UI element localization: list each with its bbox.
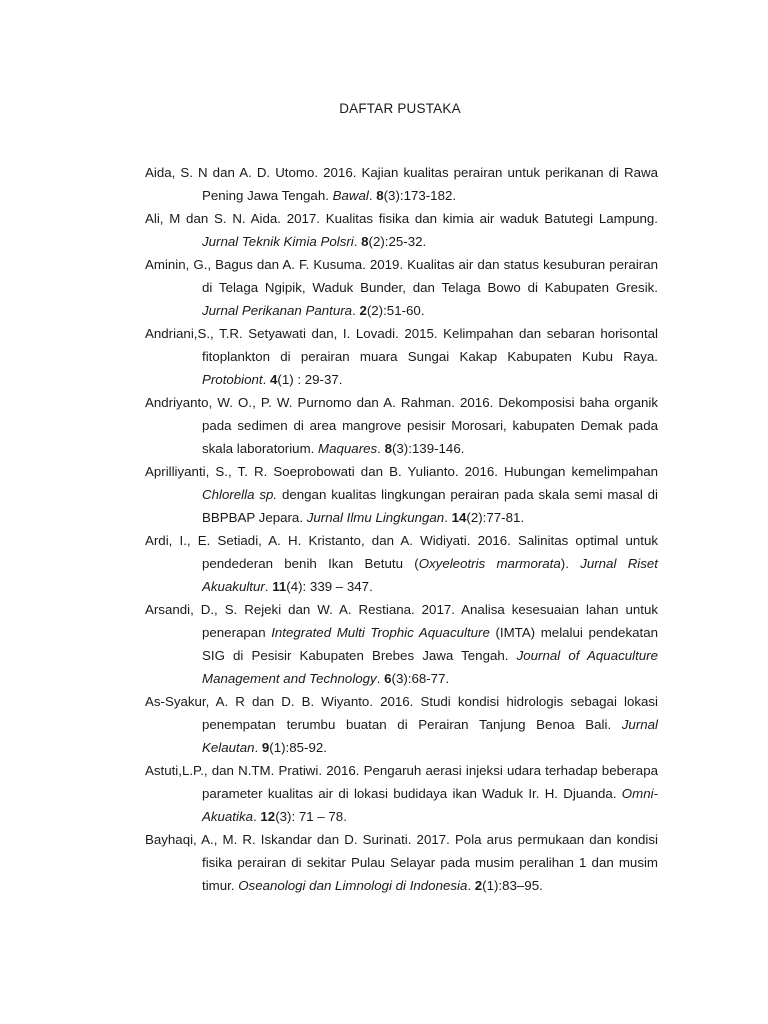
reference-text: Aminin, G., Bagus dan A. F. Kusuma. 2019. Kualitas air dan status kesuburan perairan di Telaga Ngipik, Waduk Bunder, dan Telaga Bowo di Kabupaten Gresik. <box>145 257 658 295</box>
reference-journal: Maquares <box>318 441 378 456</box>
reference-issue-pages: (4): 339 – 347. <box>286 579 373 594</box>
reference-entry <box>145 759 658 828</box>
reference-separator: . <box>377 441 385 456</box>
reference-text: ). <box>560 556 581 571</box>
reference-volume: 14 <box>451 510 467 525</box>
reference-issue-pages: (3): 71 – 78. <box>275 809 347 824</box>
reference-text: Ali, M dan S. N. Aida. 2017. Kualitas fisika dan kimia air waduk Batutegi Lampung. <box>145 211 658 226</box>
reference-list <box>145 161 658 897</box>
reference-journal: Jurnal Teknik Kimia Polsri <box>202 234 354 249</box>
reference-entry <box>145 322 658 391</box>
reference-journal: Bawal <box>332 188 369 203</box>
reference-issue-pages: (2):51-60. <box>366 303 425 318</box>
reference-volume: 8 <box>384 441 392 456</box>
reference-separator: . <box>368 188 377 203</box>
reference-separator: . <box>352 303 360 318</box>
reference-text: Arsandi, D., S. Rejeki dan W. A. Restiana. 2017. Analisa kesesuaian lahan untuk penerapan <box>145 602 658 640</box>
reference-entry <box>145 391 658 460</box>
reference-text: Astuti,L.P., dan N.TM. Pratiwi. 2016. Pengaruh aerasi injeksi udara terhadap beberapa parameter kualitas air di lokasi budidaya ikan Waduk Ir. H. Djuanda. <box>145 763 658 801</box>
reference-journal: Jurnal Riset Akuakultur <box>202 556 658 594</box>
reference-text: (IMTA) melalui pendekatan SIG di Pesisir Kabupaten Brebes Jawa Tengah. <box>202 625 658 663</box>
reference-issue-pages: (1) : 29-37. <box>277 372 343 387</box>
reference-text: Ardi, I., E. Setiadi, A. H. Kristanto, dan A. Widiyati. 2016. Salinitas optimal untuk pendederan benih Ikan Betutu ( <box>145 533 658 571</box>
reference-separator: . <box>467 878 475 893</box>
reference-volume: 8 <box>376 188 384 203</box>
reference-separator: . <box>444 510 452 525</box>
reference-italic-term: Oxyeleotris marmorata <box>418 556 561 571</box>
reference-issue-pages: (3):173-182. <box>383 188 457 203</box>
reference-text: dengan kualitas lingkungan perairan pada skala semi masal di BBPBAP Jepara. <box>202 487 659 525</box>
reference-volume: 8 <box>361 234 369 249</box>
reference-issue-pages: (2):25-32. <box>368 234 427 249</box>
reference-issue-pages: (3):68-77. <box>391 671 450 686</box>
reference-text: Bayhaqi, A., M. R. Iskandar dan D. Surinati. 2017. Pola arus permukaan dan kondisi fisika perairan di sekitar Pulau Selayar pada musim peralihan 1 dan musim timur. <box>145 832 658 893</box>
reference-issue-pages: (3):139-146. <box>391 441 465 456</box>
reference-issue-pages: (2):77-81. <box>466 510 525 525</box>
reference-italic-term: Integrated Multi Trophic Aquaculture <box>271 625 490 640</box>
reference-entry <box>145 161 658 207</box>
reference-volume: 4 <box>270 372 278 387</box>
reference-journal: Jurnal Kelautan <box>202 717 658 755</box>
reference-separator: . <box>376 671 385 686</box>
reference-issue-pages: (1):85-92. <box>269 740 327 755</box>
reference-separator: . <box>264 579 273 594</box>
reference-entry <box>145 828 658 897</box>
reference-journal: Protobiont <box>202 372 263 387</box>
reference-italic-term: Chlorella sp. <box>202 487 278 502</box>
reference-entry <box>145 207 658 253</box>
reference-journal: Oseanologi dan Limnologi di Indonesia <box>238 878 468 893</box>
reference-entry <box>145 460 658 529</box>
reference-volume: 11 <box>272 579 287 594</box>
reference-entry <box>145 690 658 759</box>
reference-journal: Journal of Aquaculture Management and Technology <box>202 648 659 686</box>
reference-text: Aprilliyanti, S., T. R. Soeprobowati dan B. Yulianto. 2016. Hubungan kemelimpahan <box>145 464 658 479</box>
reference-text: Andriyanto, W. O., P. W. Purnomo dan A. Rahman. 2016. Dekomposisi baha organik pada sedimen di area mangrove pesisir Morosari, kabupaten Demak pada skala laboratorium. <box>145 395 658 456</box>
reference-entry <box>145 253 658 322</box>
reference-separator: . <box>253 809 261 824</box>
reference-volume: 2 <box>474 878 483 893</box>
reference-journal: Omni-Akuatika <box>202 786 658 824</box>
reference-entry <box>145 598 658 690</box>
reference-volume: 9 <box>261 740 270 755</box>
reference-entry <box>145 529 658 598</box>
reference-volume: 6 <box>384 671 392 686</box>
reference-journal: Jurnal Ilmu Lingkungan <box>306 510 445 525</box>
reference-text: As-Syakur, A. R dan D. B. Wiyanto. 2016. Studi kondisi hidrologis sebagai lokasi penempatan terumbu buatan di Perairan Tanjung Benoa Bali. <box>145 694 658 732</box>
reference-separator: . <box>353 234 362 249</box>
reference-text: Andriani,S., T.R. Setyawati dan, I. Lovadi. 2015. Kelimpahan dan sebaran horisontal fitoplankton di perairan muara Sungai Kakap Kabupaten Kubu Raya. <box>145 326 658 364</box>
reference-volume: 12 <box>260 809 276 824</box>
reference-separator: . <box>262 372 271 387</box>
reference-journal: Jurnal Perikanan Pantura <box>202 303 353 318</box>
page-title: DAFTAR PUSTAKA <box>339 101 461 116</box>
reference-text: Aida, S. N dan A. D. Utomo. 2016. Kajian kualitas perairan untuk perikanan di Rawa Pening Jawa Tengah. <box>145 165 658 203</box>
reference-volume: 2 <box>359 303 367 318</box>
reference-issue-pages: (1):83–95. <box>482 878 543 893</box>
reference-separator: . <box>254 740 262 755</box>
